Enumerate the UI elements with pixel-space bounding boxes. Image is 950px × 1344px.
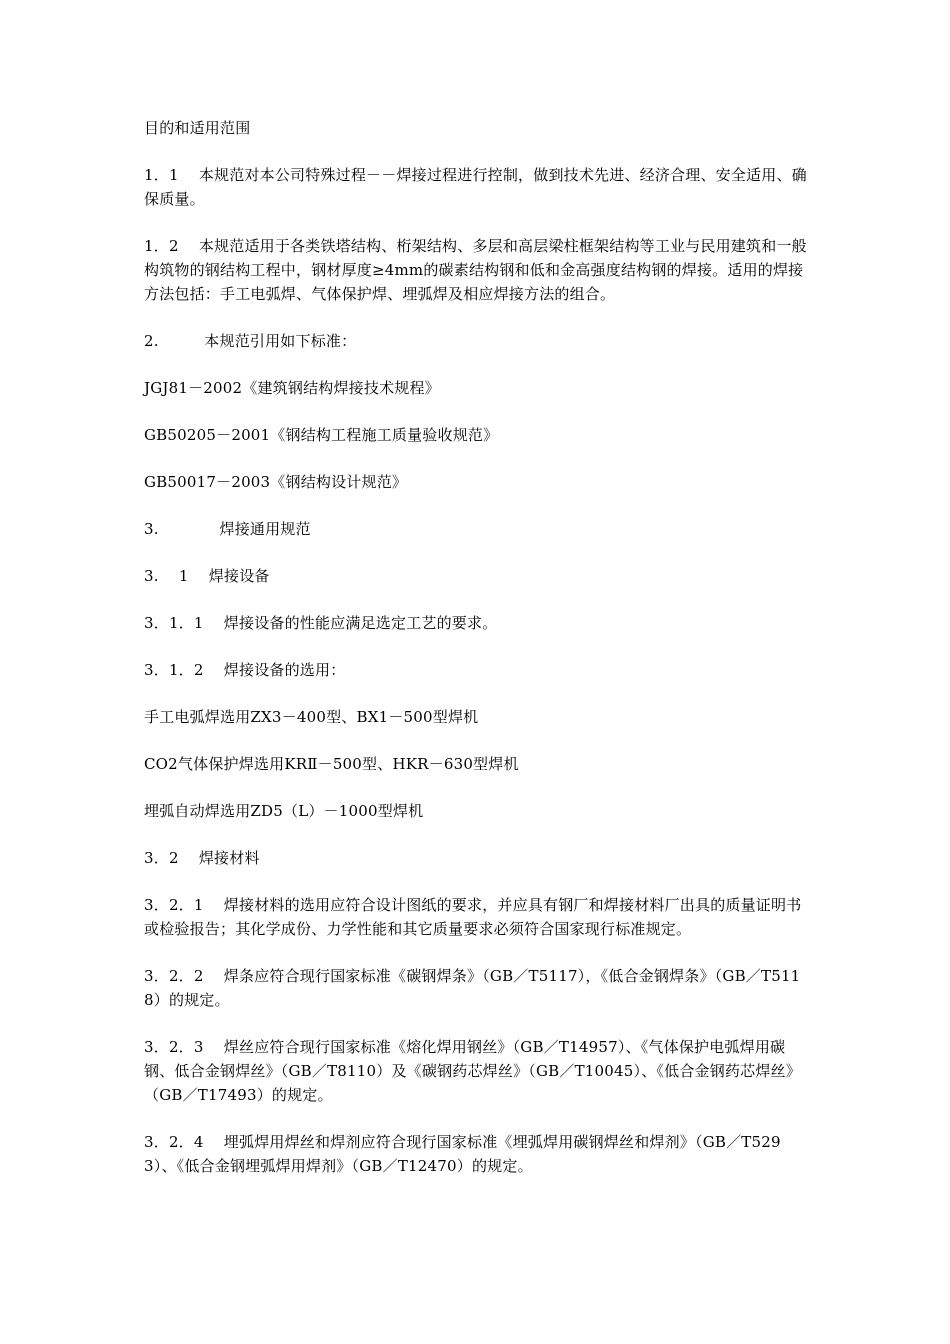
paragraph-1-2: 1．2 本规范适用于各类铁塔结构、桁架结构、多层和高层梁柱框架结构等工业与民用建筑和一般构筑物的钢结构工程中，钢材厚度≥4mm的碳素结构钢和低和金高强度结构钢的焊接。适用的焊接方法包括：手工电弧焊、气体保护焊、埋弧焊及相应焊接方法的组合。	[144, 237, 807, 303]
document-body	[144, 116, 810, 1201]
standard-gb50205: GB50205－2001《钢结构工程施工质量验收规范》	[144, 426, 499, 444]
section-heading-3: 3. 焊接通用规范	[144, 520, 311, 538]
equipment-submerged-arc: 埋弧自动焊选用ZD5（L）－1000型焊机	[144, 802, 424, 820]
paragraph-3-2-3: 3．2．3 焊丝应符合现行国家标准《熔化焊用钢丝》（GB／T14957）、《气体保护电弧焊用碳钢、低合金钢焊丝》（GB／T8110）及《碳钢药芯焊丝》（GB／T10045）、《低合金钢药芯焊丝》（GB／T17493）的规定。	[144, 1038, 801, 1104]
standard-gb50017: GB50017－2003《钢结构设计规范》	[144, 473, 408, 491]
paragraph-3-2-4: 3．2．4 埋弧焊用焊丝和焊剂应符合现行国家标准《埋弧焊用碳钢焊丝和焊剂》（GB／T5293）、《低合金钢埋弧焊用焊剂》（GB／T12470）的规定。	[144, 1133, 781, 1175]
equipment-co2: CO2气体保护焊选用KRⅡ－500型、HKR－630型焊机	[144, 755, 519, 773]
section-heading-2: 2. 本规范引用如下标准：	[144, 332, 357, 350]
equipment-manual-arc: 手工电弧焊选用ZX3－400型、BX1－500型焊机	[144, 708, 479, 726]
paragraph-3-1-1: 3．1．1 焊接设备的性能应满足选定工艺的要求。	[144, 614, 498, 632]
section-heading-purpose: 目的和适用范围	[144, 119, 251, 137]
paragraph-3-2-2: 3．2．2 焊条应符合现行国家标准《碳钢焊条》（GB／T5117），《低合金钢焊条》（GB／T5118）的规定。	[144, 967, 801, 1009]
section-heading-3-1: 3. 1 焊接设备	[144, 567, 270, 585]
standard-jgj81: JGJ81－2002《建筑钢结构焊接技术规程》	[144, 379, 440, 397]
paragraph-1-1: 1．1 本规范对本公司特殊过程－－焊接过程进行控制，做到技术先进、经济合理、安全适用、确保质量。	[144, 166, 807, 208]
paragraph-3-1-2: 3．1．2 焊接设备的选用：	[144, 661, 346, 679]
section-heading-3-2: 3．2 焊接材料	[144, 849, 260, 867]
paragraph-3-2-1: 3．2．1 焊接材料的选用应符合设计图纸的要求，并应具有钢厂和焊接材料厂出具的质量证明书或检验报告；其化学成份、力学性能和其它质量要求必须符合国家现行标准规定。	[144, 896, 802, 938]
